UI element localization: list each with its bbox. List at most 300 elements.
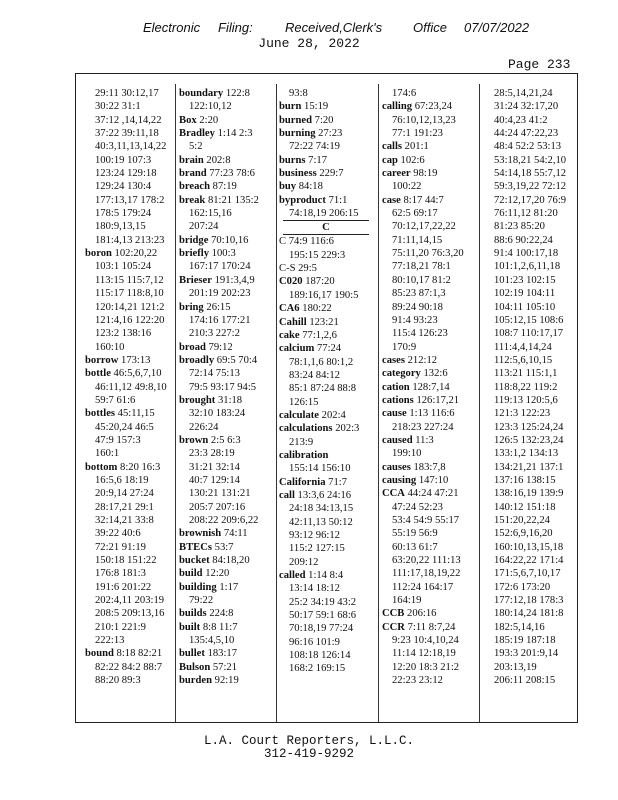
index-term: cause — [382, 408, 407, 420]
page-line-refs: 185:19 187:18 — [494, 635, 556, 647]
index-term: calcium — [279, 343, 315, 355]
index-ref-line — [179, 220, 275, 233]
index-term: build — [179, 568, 203, 580]
page-line-refs: 30:22 31:1 — [95, 101, 141, 113]
index-ref-line — [85, 474, 177, 487]
index-ref-line — [382, 634, 478, 647]
index-term: caused — [382, 434, 413, 446]
page-line-refs: 8:20 16:3 — [120, 461, 161, 473]
column-divider — [378, 84, 379, 722]
page-line-refs: 44:24 47:21 — [407, 488, 459, 500]
index-entry — [382, 474, 478, 487]
index-entry — [382, 100, 478, 113]
page-line-refs: 11:3 — [415, 434, 434, 446]
page-line-refs: 79:22 — [189, 595, 214, 607]
index-term: case — [382, 194, 401, 206]
index-term: BTECs — [179, 541, 212, 553]
page-line-refs: 195:15 229:3 — [289, 249, 346, 261]
index-ref-line — [484, 541, 576, 554]
index-ref-line — [382, 87, 478, 100]
index-ref-line — [85, 514, 177, 527]
page-line-refs: 129:24 130:4 — [95, 181, 152, 193]
page-line-refs: 100:19 107:3 — [95, 154, 152, 166]
index-ref-line — [382, 274, 478, 287]
page-line-refs: 164:19 — [392, 595, 422, 607]
index-term: bullet — [179, 648, 205, 660]
column-divider — [479, 84, 480, 722]
index-term: briefly — [179, 248, 210, 260]
index-entry — [279, 302, 377, 315]
index-entry — [279, 154, 377, 167]
index-term: CA6 — [279, 303, 300, 315]
index-entry — [279, 100, 377, 113]
page-line-refs: 77:1 191:23 — [392, 128, 443, 140]
page-line-refs: 53:4 54:9 55:17 — [392, 515, 460, 526]
index-ref-line — [179, 421, 275, 434]
index-entry — [179, 567, 275, 580]
index-ref-line — [484, 274, 576, 287]
page-line-refs: C 74:9 116:6 — [279, 236, 334, 248]
page-line-refs: 92:19 — [214, 675, 239, 687]
index-ref-line — [179, 474, 275, 487]
page-line-refs: 45:20,24 46:5 — [95, 421, 154, 433]
page-line-refs: 98:19 — [413, 168, 438, 180]
index-entry — [279, 476, 377, 489]
index-entry — [382, 487, 478, 500]
index-ref-line — [484, 114, 576, 127]
index-term: bring — [179, 301, 204, 313]
page-line-refs: 67:23,24 — [414, 101, 453, 113]
page-line-refs: 47:24 52:23 — [392, 501, 443, 513]
index-ref-line — [382, 447, 478, 460]
page-line-refs: 115:4 126:23 — [392, 328, 448, 340]
index-term: call — [279, 489, 295, 501]
index-ref-line — [279, 609, 377, 622]
page-line-refs: 100:22 — [392, 181, 422, 193]
page-line-refs: 171:5,6,7,10,17 — [494, 568, 561, 580]
index-term: CCA — [382, 488, 405, 500]
index-ref-line — [382, 127, 478, 140]
index-term: brain — [179, 154, 204, 166]
index-entry — [85, 367, 177, 380]
page-line-refs: 102:19 104:11 — [494, 288, 556, 300]
page-line-refs: 40:7 129:14 — [189, 474, 240, 486]
page-line-refs: 1:13 116:6 — [409, 408, 455, 420]
page-line-refs: 182:5,14,16 — [494, 621, 545, 633]
index-entry — [179, 354, 275, 367]
index-ref-line — [85, 421, 177, 434]
index-ref-line — [484, 234, 576, 247]
page-line-refs: 24:18 34:13,15 — [289, 503, 354, 515]
index-entry — [179, 154, 275, 167]
index-term: brownish — [179, 528, 222, 540]
index-term: causes — [382, 461, 411, 473]
index-entry — [382, 140, 478, 153]
page-line-refs: 11:14 12:18,19 — [392, 648, 456, 660]
page-line-refs: 37:22 39:11,18 — [95, 128, 159, 140]
page-line-refs: 102:6 — [400, 154, 425, 166]
page-line-refs: 82:22 84:2 88:7 — [95, 661, 163, 673]
page-line-refs: 133:1,2 134:13 — [494, 448, 559, 460]
index-ref-line — [484, 461, 576, 474]
page-line-refs: 27:23 — [318, 128, 343, 140]
index-entry — [279, 569, 377, 582]
page-line-refs: 177:13,17 178:2 — [95, 194, 165, 206]
index-entry — [179, 194, 275, 207]
page-line-refs: 46:5,6,7,10 — [113, 368, 162, 380]
index-ref-line — [85, 100, 177, 113]
index-entry — [179, 234, 275, 247]
page-line-refs: 152:6,9,16,20 — [494, 528, 553, 540]
index-term: causing — [382, 474, 417, 486]
index-term: calculate — [279, 409, 320, 421]
index-ref-line — [382, 180, 478, 193]
index-ref-line — [484, 180, 576, 193]
index-ref-line — [279, 596, 377, 609]
page-line-refs: 83:24 84:12 — [289, 369, 340, 381]
index-ref-line — [382, 301, 478, 314]
index-ref-line — [484, 100, 576, 113]
stamp-electronic: Electronic — [143, 20, 201, 35]
page-line-refs: 12:20 18:3 21:2 — [392, 661, 460, 673]
page-line-refs: 70:18,19 77:24 — [289, 623, 354, 635]
index-ref-line — [382, 247, 478, 260]
index-term: boundary — [179, 88, 224, 99]
page-line-refs: 108:7 110:17,17 — [494, 328, 564, 340]
page-line-refs: 53:7 — [214, 541, 234, 553]
page-line-refs: 47:9 157:3 — [95, 434, 141, 446]
page-line-refs: 31:18 — [217, 394, 243, 406]
page-line-refs: 40:4,23 41:2 — [494, 114, 548, 126]
page-line-refs: 72:12,17,20 76:9 — [494, 194, 567, 206]
page-line-refs: 60:13 61:7 — [392, 541, 438, 553]
page-line-refs: 160:10,13,15,18 — [494, 541, 564, 553]
index-entry — [85, 647, 177, 660]
page-line-refs: 210:1 221:9 — [95, 621, 146, 633]
page-line-refs: 205:7 207:16 — [189, 501, 246, 513]
page-line-refs: 112:5,6,10,15 — [494, 354, 553, 366]
page-line-refs: 174:16 177:21 — [189, 314, 251, 326]
index-ref-line — [85, 541, 177, 554]
index-term: burden — [179, 675, 212, 687]
page-line-refs: 203:13,19 — [494, 661, 537, 673]
page-line-refs: 102:20,22 — [114, 248, 158, 260]
index-term: CCR — [382, 621, 405, 633]
page-line-refs: 147:10 — [418, 474, 449, 486]
index-ref-line — [85, 674, 177, 687]
page-line-refs: 32:10 183:24 — [189, 408, 246, 420]
page-line-refs: 8:17 44:7 — [403, 194, 444, 206]
index-entry — [382, 607, 478, 620]
index-entry — [382, 381, 478, 394]
index-ref-line — [484, 220, 576, 233]
page-line-refs: 160:10 — [95, 341, 125, 353]
page-line-refs: 226:24 — [189, 421, 219, 433]
index-ref-line — [85, 140, 177, 153]
index-ref-line — [279, 249, 377, 262]
index-entry — [85, 354, 177, 367]
index-term: bound — [85, 648, 114, 660]
index-term: break — [179, 194, 206, 206]
page-line-refs: 63:20,22 111:13 — [392, 555, 461, 567]
page-line-refs: 46:11,12 49:8,10 — [95, 381, 167, 393]
index-ref-line — [382, 581, 478, 594]
index-ref-line — [85, 180, 177, 193]
index-term: Box — [179, 114, 197, 126]
index-entry — [179, 394, 275, 407]
index-entry — [382, 621, 478, 634]
index-ref-line — [484, 207, 576, 220]
page-line-refs: 104:11 105:10 — [494, 301, 556, 313]
page-line-refs: 2:20 — [199, 114, 219, 126]
page-line-refs: 93:8 — [289, 88, 308, 99]
index-term: bottom — [85, 461, 118, 473]
index-term: burned — [279, 114, 312, 126]
page-line-refs: 22:23 23:12 — [392, 675, 443, 687]
deposition-date: June 28, 2022 — [258, 36, 360, 51]
page-line-refs: 208:22 209:6,22 — [189, 515, 259, 526]
index-ref-line — [484, 407, 576, 420]
page-line-refs: 180:14,24 181:8 — [494, 608, 564, 620]
index-ref-line — [484, 381, 576, 394]
page-line-refs: 122:10,12 — [189, 101, 232, 113]
column-divider — [276, 84, 277, 722]
index-ref-line — [382, 567, 478, 580]
page-line-refs: 212:12 — [407, 354, 438, 366]
index-ref-line — [85, 220, 177, 233]
page-line-refs: 218:23 227:24 — [392, 421, 454, 433]
index-ref-line — [85, 434, 177, 447]
index-entry — [179, 180, 275, 193]
index-term: bottles — [85, 408, 116, 420]
page-line-refs: 42:11,13 50:12 — [289, 516, 353, 528]
page-line-refs: 96:16 101:9 — [289, 636, 340, 648]
page-line-refs: 1:14 2:3 — [217, 128, 253, 140]
index-term: business — [279, 168, 317, 180]
index-term: bridge — [179, 234, 209, 246]
page-line-refs: 7:17 — [308, 154, 327, 166]
index-term: cake — [279, 329, 300, 341]
index-ref-line — [484, 567, 576, 580]
page-line-refs: 93:12 96:12 — [289, 530, 340, 541]
index-ref-line — [279, 369, 377, 382]
page-line-refs: 1:14 8:4 — [308, 570, 344, 582]
index-ref-line — [279, 356, 377, 369]
index-term: brown — [179, 434, 209, 446]
page-line-refs: 69:5 70:4 — [216, 354, 258, 366]
index-entry — [179, 87, 275, 100]
index-term: brought — [179, 394, 216, 406]
page-line-refs: 72:21 91:19 — [95, 541, 146, 553]
page-line-refs: 113:21 115:1,1 — [494, 368, 558, 380]
index-ref-line — [85, 154, 177, 167]
page-line-refs: 140:12 151:18 — [494, 501, 556, 513]
column-divider — [175, 84, 176, 722]
index-ref-line — [279, 382, 377, 395]
page-line-refs: 123:2 138:16 — [95, 328, 152, 340]
index-term: built — [179, 621, 201, 633]
page-line-refs: 53:18,21 54:2,10 — [494, 154, 567, 166]
index-ref-line — [85, 487, 177, 500]
index-ref-line — [85, 607, 177, 620]
index-term: builds — [179, 608, 207, 620]
index-entry — [382, 461, 478, 474]
index-term: byproduct — [279, 194, 326, 206]
page-line-refs: 77:24 — [316, 343, 342, 355]
index-ref-line — [484, 247, 576, 260]
index-ref-line — [85, 301, 177, 314]
index-entry — [85, 247, 177, 260]
page-line-refs: 31:24 32:17,20 — [494, 101, 559, 113]
index-ref-line — [279, 235, 377, 248]
stamp-date: 07/07/2022 — [464, 20, 530, 35]
index-term: California — [279, 476, 326, 488]
index-ref-line — [484, 514, 576, 527]
index-term: broad — [179, 341, 206, 353]
page-line-refs: 120:14,21 121:2 — [95, 301, 165, 313]
page-line-refs: 224:8 — [209, 608, 234, 620]
page-line-refs: 8:8 11:7 — [202, 621, 238, 633]
index-ref-line — [484, 661, 576, 674]
index-entry — [179, 274, 275, 287]
page-line-refs: 111:4,4,14,24 — [494, 341, 552, 353]
index-entry — [179, 434, 275, 447]
page-line-refs: 108:18 126:14 — [289, 650, 351, 662]
footer — [0, 735, 618, 761]
index-ref-line — [85, 114, 177, 127]
page-line-refs: 50:17 59:1 68:6 — [289, 610, 357, 622]
index-ref-line — [279, 649, 377, 662]
page-line-refs: 74:18,19 206:15 — [289, 208, 359, 220]
page-line-refs: 15:19 — [304, 101, 329, 113]
index-ref-line — [279, 140, 377, 153]
index-ref-line — [382, 220, 478, 233]
index-ref-line — [279, 207, 377, 220]
page-line-refs: 168:2 169:15 — [289, 663, 346, 675]
index-term: cation — [382, 381, 410, 393]
page-line-refs: 80:10,17 81:2 — [392, 274, 451, 286]
page-line-refs: 78:1,1,6 80:1,2 — [289, 356, 354, 368]
index-ref-line — [484, 634, 576, 647]
index-entry — [179, 301, 275, 314]
index-entry — [179, 541, 275, 554]
page-line-refs: 31:21 32:14 — [189, 461, 240, 473]
page-line-refs: 115:17 118:8,10 — [95, 288, 164, 300]
index-term: C020 — [279, 276, 303, 288]
page-line-refs: 180:22 — [302, 303, 332, 315]
page-line-refs: 75:11,20 76:3,20 — [392, 248, 464, 260]
index-term: career — [382, 168, 411, 180]
index-ref-line — [484, 434, 576, 447]
index-entry — [279, 329, 377, 342]
page-line-refs: 177:12,18 178:3 — [494, 595, 564, 607]
index-ref-line — [484, 301, 576, 314]
index-ref-line — [279, 502, 377, 515]
page-line-refs: 170:9 — [392, 341, 417, 353]
page-line-refs: 128:7,14 — [412, 381, 450, 393]
page-line-refs: 206:11 208:15 — [494, 675, 556, 687]
index-ref-line — [484, 394, 576, 407]
index-entry — [279, 127, 377, 140]
index-ref-line — [382, 594, 478, 607]
page-line-refs: 20:9,14 27:24 — [95, 488, 154, 500]
index-ref-line — [484, 607, 576, 620]
index-entry — [85, 461, 177, 474]
index-box — [75, 73, 578, 723]
page-line-refs: 85:23 87:1,3 — [392, 288, 446, 300]
page-line-refs: 13:14 18:12 — [289, 583, 340, 595]
index-ref-line — [179, 594, 275, 607]
index-entry — [279, 275, 377, 288]
index-ref-line — [484, 674, 576, 687]
page-line-refs: 187:20 — [305, 276, 335, 288]
index-ref-line — [85, 581, 177, 594]
index-ref-line — [179, 100, 275, 113]
index-entry — [279, 316, 377, 329]
index-ref-line — [179, 140, 275, 153]
index-term: burns — [279, 154, 306, 166]
index-ref-line — [279, 289, 377, 302]
page-line-refs: 178:5 179:24 — [95, 208, 152, 220]
index-ref-line — [179, 501, 275, 514]
page-line-refs: 135:4,5,10 — [189, 635, 235, 647]
index-entry — [179, 127, 275, 140]
page-line-refs: 8:18 82:21 — [116, 648, 163, 660]
index-ref-line — [484, 167, 576, 180]
page-line-refs: 72:14 75:13 — [189, 368, 240, 380]
page-line-refs: 222:13 — [95, 635, 125, 647]
index-ref-line — [382, 527, 478, 540]
index-ref-line — [279, 87, 377, 100]
index-ref-line — [484, 421, 576, 434]
page-line-refs: 89:24 90:18 — [392, 301, 443, 313]
page-line-refs: 126:15 — [289, 396, 319, 408]
page-line-refs: 174:6 — [392, 88, 417, 99]
index-ref-line — [179, 314, 275, 327]
page-line-refs: 172:6 173:20 — [494, 581, 551, 593]
page-line-refs: 183:7,8 — [413, 461, 446, 473]
stamp-received: Received,Clerk's — [285, 20, 383, 35]
section-letter: C — [283, 220, 369, 235]
page-line-refs: 167:17 170:24 — [189, 261, 251, 273]
index-ref-line — [279, 636, 377, 649]
index-column-1 — [85, 87, 177, 716]
index-ref-line — [279, 542, 377, 555]
page-line-refs: 210:3 227:2 — [189, 328, 240, 340]
page-line-refs: 71:1 — [328, 194, 348, 206]
index-ref-line — [484, 447, 576, 460]
page-line-refs: 28:17,21 29:1 — [95, 501, 154, 513]
page-line-refs: 213:9 — [289, 436, 314, 448]
index-ref-line — [85, 501, 177, 514]
page-line-refs: 85:1 87:24 88:8 — [289, 383, 357, 395]
page-line-refs: 79:5 93:17 94:5 — [189, 381, 257, 393]
index-ref-line — [179, 367, 275, 380]
page-line-refs: 189:16,17 190:5 — [289, 289, 359, 301]
index-term: cases — [382, 354, 405, 366]
page-line-refs: 199:10 — [392, 448, 422, 460]
index-ref-line — [179, 634, 275, 647]
index-term: breach — [179, 181, 210, 193]
index-entry — [279, 489, 377, 502]
index-entry — [279, 167, 377, 180]
index-ref-line — [279, 622, 377, 635]
index-ref-line — [484, 354, 576, 367]
index-entry — [179, 581, 275, 594]
page-line-refs: 26:15 — [206, 301, 231, 313]
page-line-refs: 7:20 — [314, 114, 334, 126]
index-ref-line — [279, 529, 377, 542]
